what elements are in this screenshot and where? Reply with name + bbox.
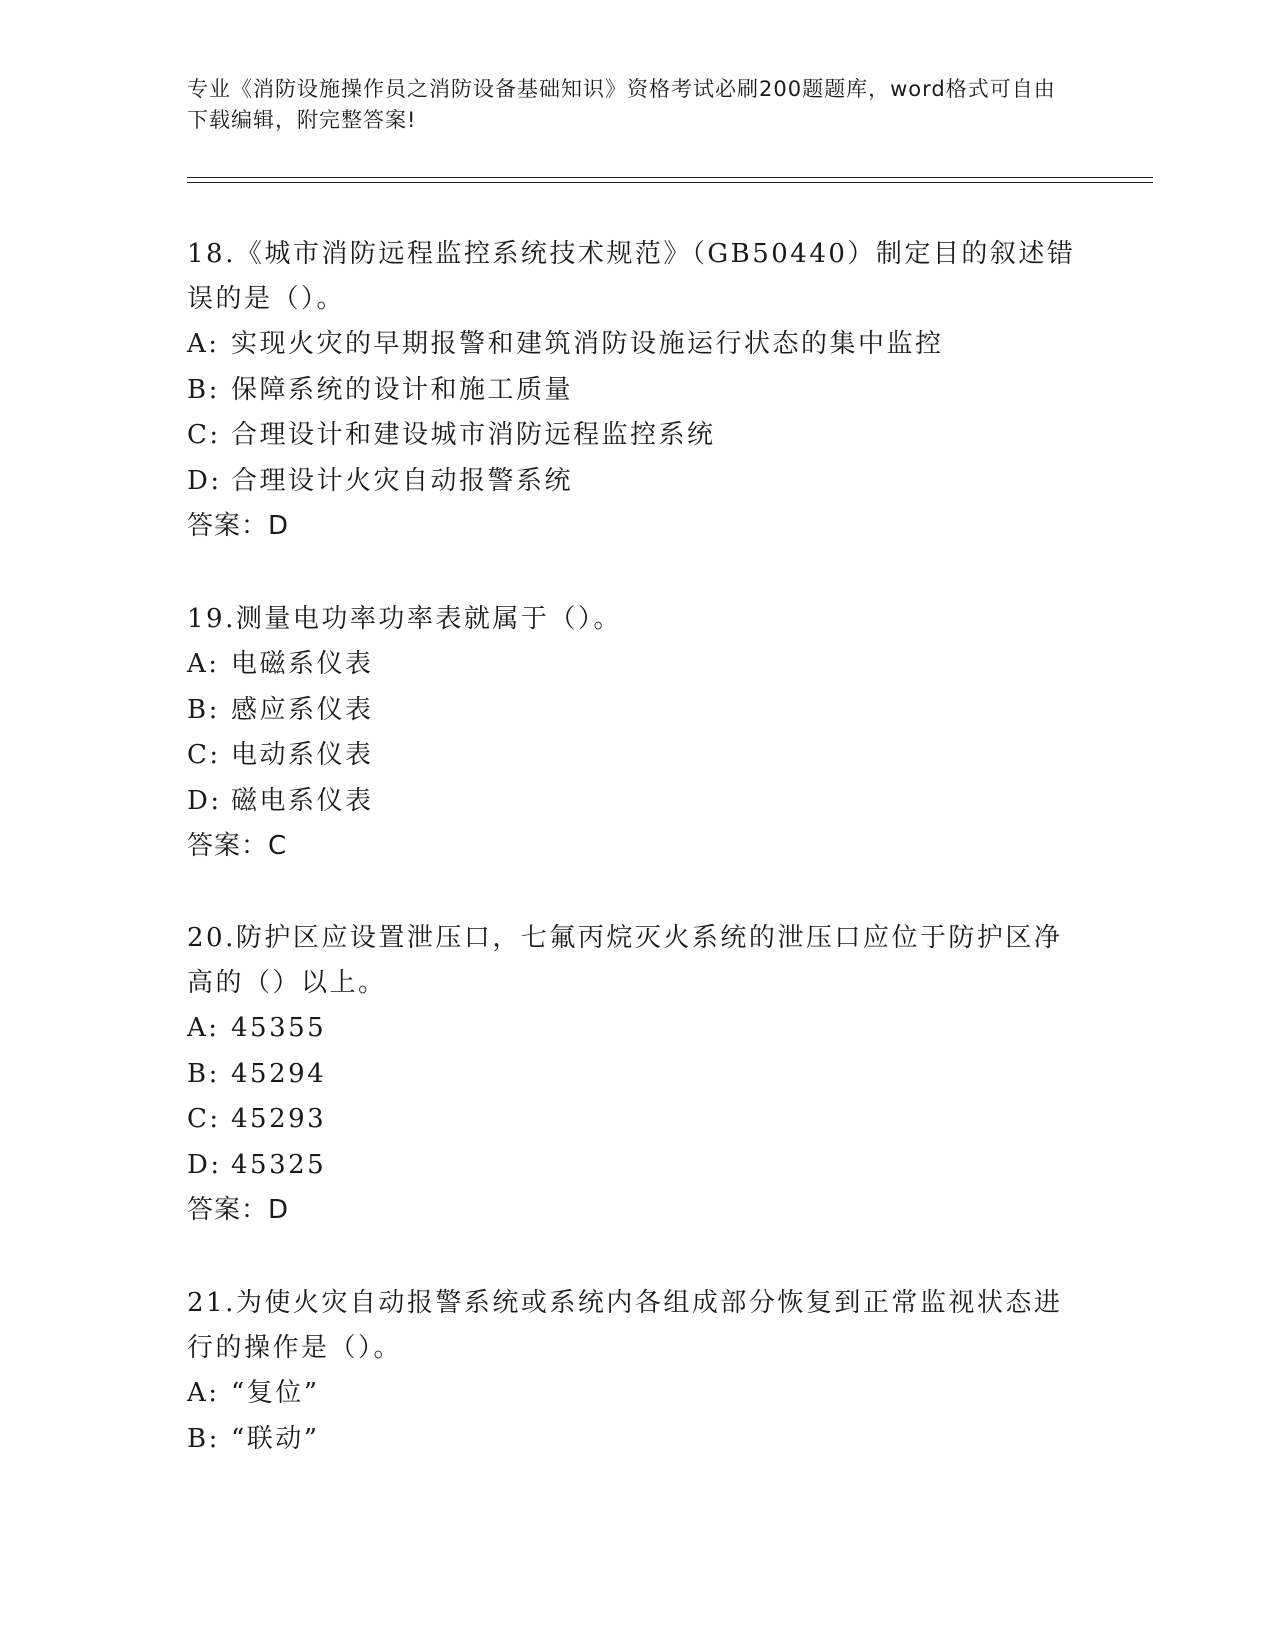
option-a <box>187 322 1087 368</box>
option-text: 保障系统的设计和施工质量 <box>231 374 574 405</box>
option-key: B: <box>187 694 220 725</box>
option-c <box>187 733 1087 779</box>
option-text: 合理设计火灾自动报警系统 <box>231 465 574 496</box>
option-a <box>187 1006 1087 1052</box>
option-b <box>187 1417 1087 1463</box>
option-text: “联动” <box>231 1423 320 1454</box>
document-header: 专业《消防设施操作员之消防设备基础知识》资格考试必刷200题题库，word格式可自由下载编辑，附完整答案! <box>187 77 1056 132</box>
option-text: 电磁系仪表 <box>231 649 374 679</box>
option-b <box>187 368 1087 414</box>
question-stem: 19.测量电功率功率表就属于（）。 <box>187 604 622 634</box>
option-key: B: <box>187 374 220 405</box>
question-18 <box>187 232 1087 549</box>
option-text: 实现火灾的早期报警和建筑消防设施运行状态的集中监控 <box>231 329 944 359</box>
option-key: B: <box>187 1423 220 1454</box>
question-stem: 18.《城市消防远程监控系统技术规范》（GB50440）制定目的叙述错误的是（）。 <box>187 239 1076 314</box>
option-text: 合理设计和建设城市消防远程监控系统 <box>231 420 716 450</box>
answer-line: 答案：D <box>187 1195 290 1225</box>
option-key: C: <box>187 740 221 770</box>
option-text: “复位” <box>231 1378 320 1408</box>
answer-line: 答案：D <box>187 511 290 541</box>
answer-line: 答案：C <box>187 831 288 861</box>
header-divider-bottom <box>187 182 1153 183</box>
option-b <box>187 688 1087 734</box>
option-key: D: <box>187 465 222 496</box>
option-key: A: <box>187 649 220 679</box>
option-c <box>187 413 1087 459</box>
option-key: D: <box>187 785 222 816</box>
option-b <box>187 1052 1087 1098</box>
option-text: 电动系仪表 <box>231 740 374 770</box>
question-20 <box>187 916 1087 1233</box>
option-a <box>187 642 1087 688</box>
option-key: C: <box>187 1104 221 1134</box>
option-key: C: <box>187 420 221 450</box>
option-text: 磁电系仪表 <box>231 785 374 816</box>
option-text: 45355 <box>231 1013 327 1043</box>
option-key: D: <box>187 1149 222 1180</box>
question-stem: 20.防护区应设置泄压口，七氟丙烷灭火系统的泄压口应位于防护区净高的（）以上。 <box>187 923 1063 998</box>
option-c <box>187 1097 1087 1143</box>
question-21 <box>187 1281 1087 1462</box>
option-key: A: <box>187 329 220 359</box>
option-text: 感应系仪表 <box>231 694 374 725</box>
option-text: 45293 <box>231 1104 327 1134</box>
option-key: B: <box>187 1058 220 1089</box>
header-divider-top <box>187 177 1153 178</box>
question-stem: 21.为使火灾自动报警系统或系统内各组成部分恢复到正常监视状态进行的操作是（）。 <box>187 1288 1063 1363</box>
option-text: 45325 <box>231 1149 327 1180</box>
option-d <box>187 779 1087 825</box>
option-text: 45294 <box>231 1058 327 1089</box>
option-d <box>187 459 1087 505</box>
question-19 <box>187 597 1087 869</box>
option-key: A: <box>187 1378 220 1408</box>
option-key: A: <box>187 1013 220 1043</box>
option-a <box>187 1371 1087 1417</box>
option-d <box>187 1143 1087 1189</box>
